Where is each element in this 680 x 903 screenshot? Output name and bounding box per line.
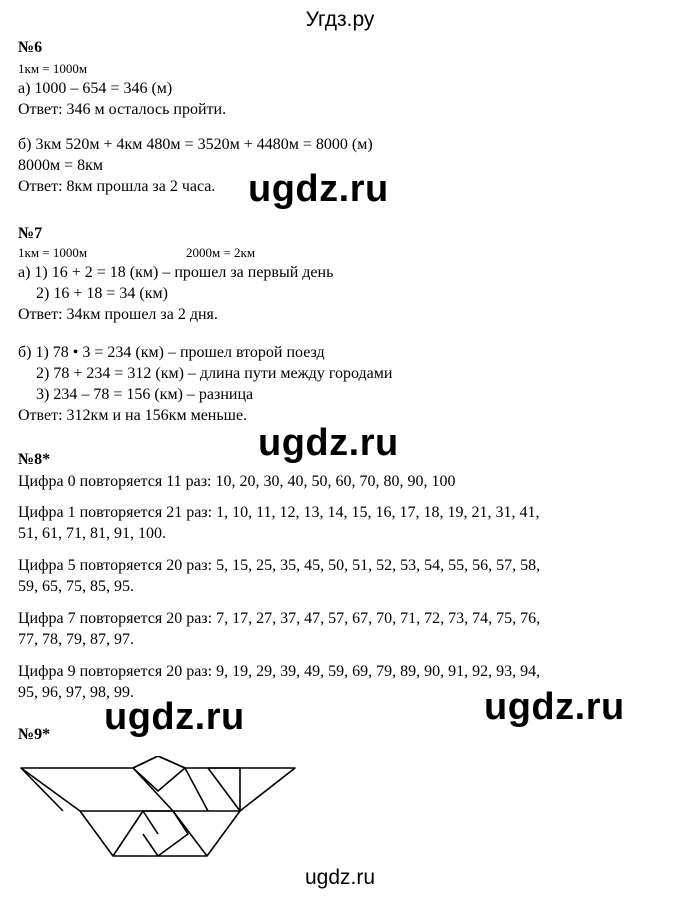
watermark-3: ugdz.ru <box>484 686 625 728</box>
task8-digit1-line2: 51, 61, 71, 81, 91, 100. <box>18 525 166 542</box>
watermark-1: ugdz.ru <box>248 168 389 210</box>
task6-a-line1: а) 1000 – 654 = 346 (м) <box>18 80 173 97</box>
task8-digit9-line1: Цифра 9 повторяется 20 раз: 9, 19, 29, 39, 49, 59, 69, 79, 89, 90, 91, 92, 93, 94, <box>18 663 541 680</box>
task7-note2: 2000м = 2км <box>186 245 256 260</box>
task9-title: №9* <box>18 726 51 743</box>
task7-note1: 1км = 1000м <box>18 245 88 260</box>
right-triangle-edges <box>185 768 208 811</box>
left-parallelogram-edge <box>21 768 63 811</box>
site-header-title: Угдз.ру <box>305 8 375 31</box>
task8-digit5-line1: Цифра 5 повторяется 20 раз: 5, 15, 25, 35, 45, 50, 51, 52, 53, 54, 55, 56, 57, 58, <box>18 557 541 574</box>
task8-digit7-line1: Цифра 7 повторяется 20 раз: 7, 17, 27, 37, 47, 57, 67, 70, 71, 72, 73, 74, 75, 76, <box>18 610 541 627</box>
center-square-edges <box>133 756 185 791</box>
task7-b-answer: Ответ: 312км и на 156км меньше. <box>18 407 248 424</box>
task6-b-answer: Ответ: 8км прошла за 2 часа. <box>18 178 216 195</box>
task7-a-answer: Ответ: 34км прошел за 2 дня. <box>18 306 218 323</box>
task8-digit5-line2: 59, 65, 75, 85, 95. <box>18 578 134 595</box>
site-footer: ugdz.ru <box>304 866 376 889</box>
bottom-right-triangle <box>173 811 207 856</box>
task8-digit7-line2: 77, 78, 79, 87, 97. <box>18 631 134 648</box>
watermark-4: ugdz.ru <box>104 696 245 738</box>
task7-a-line2: 2) 16 + 18 = 34 (км) <box>36 285 168 302</box>
task7-b-line1: б) 1) 78 • 3 = 234 (км) – прошел второй поезд <box>18 344 325 361</box>
task8-digit9-line2: 95, 96, 97, 98, 99. <box>18 684 134 701</box>
task7-title: №7 <box>18 225 43 242</box>
task6-b-line1: б) 3км 520м + 4км 480м = 3520м + 4480м = 8000 (м) <box>18 136 373 153</box>
task8-digit0: Цифра 0 повторяется 11 раз: 10, 20, 30, 40, 50, 60, 70, 80, 90, 100 <box>18 473 456 490</box>
watermark-2: ugdz.ru <box>258 422 399 464</box>
task8-title: №8* <box>18 451 51 468</box>
task7-b-line2: 2) 78 + 234 = 312 (км) – длина пути между городами <box>36 365 393 382</box>
figure-outline <box>21 756 295 856</box>
tangram-figure <box>18 756 318 866</box>
task6-note: 1км = 1000м <box>18 61 88 76</box>
task6-a-answer: Ответ: 346 м осталось пройти. <box>18 101 227 118</box>
task7-b-line3: 3) 234 – 78 = 156 (км) – разница <box>36 386 254 403</box>
right-square-edges <box>208 768 240 811</box>
task6-title: №6 <box>18 39 43 56</box>
task6-b-line2: 8000м = 8км <box>18 157 104 174</box>
task8-digit1-line1: Цифра 1 повторяется 21 раз: 1, 10, 11, 12, 13, 14, 15, 16, 17, 18, 19, 21, 31, 41, <box>18 504 540 521</box>
bottom-center-square <box>143 811 188 856</box>
task7-a-line1: а) 1) 16 + 2 = 18 (км) – прошел за первый день <box>18 264 334 281</box>
bottom-left-triangle <box>113 811 158 856</box>
